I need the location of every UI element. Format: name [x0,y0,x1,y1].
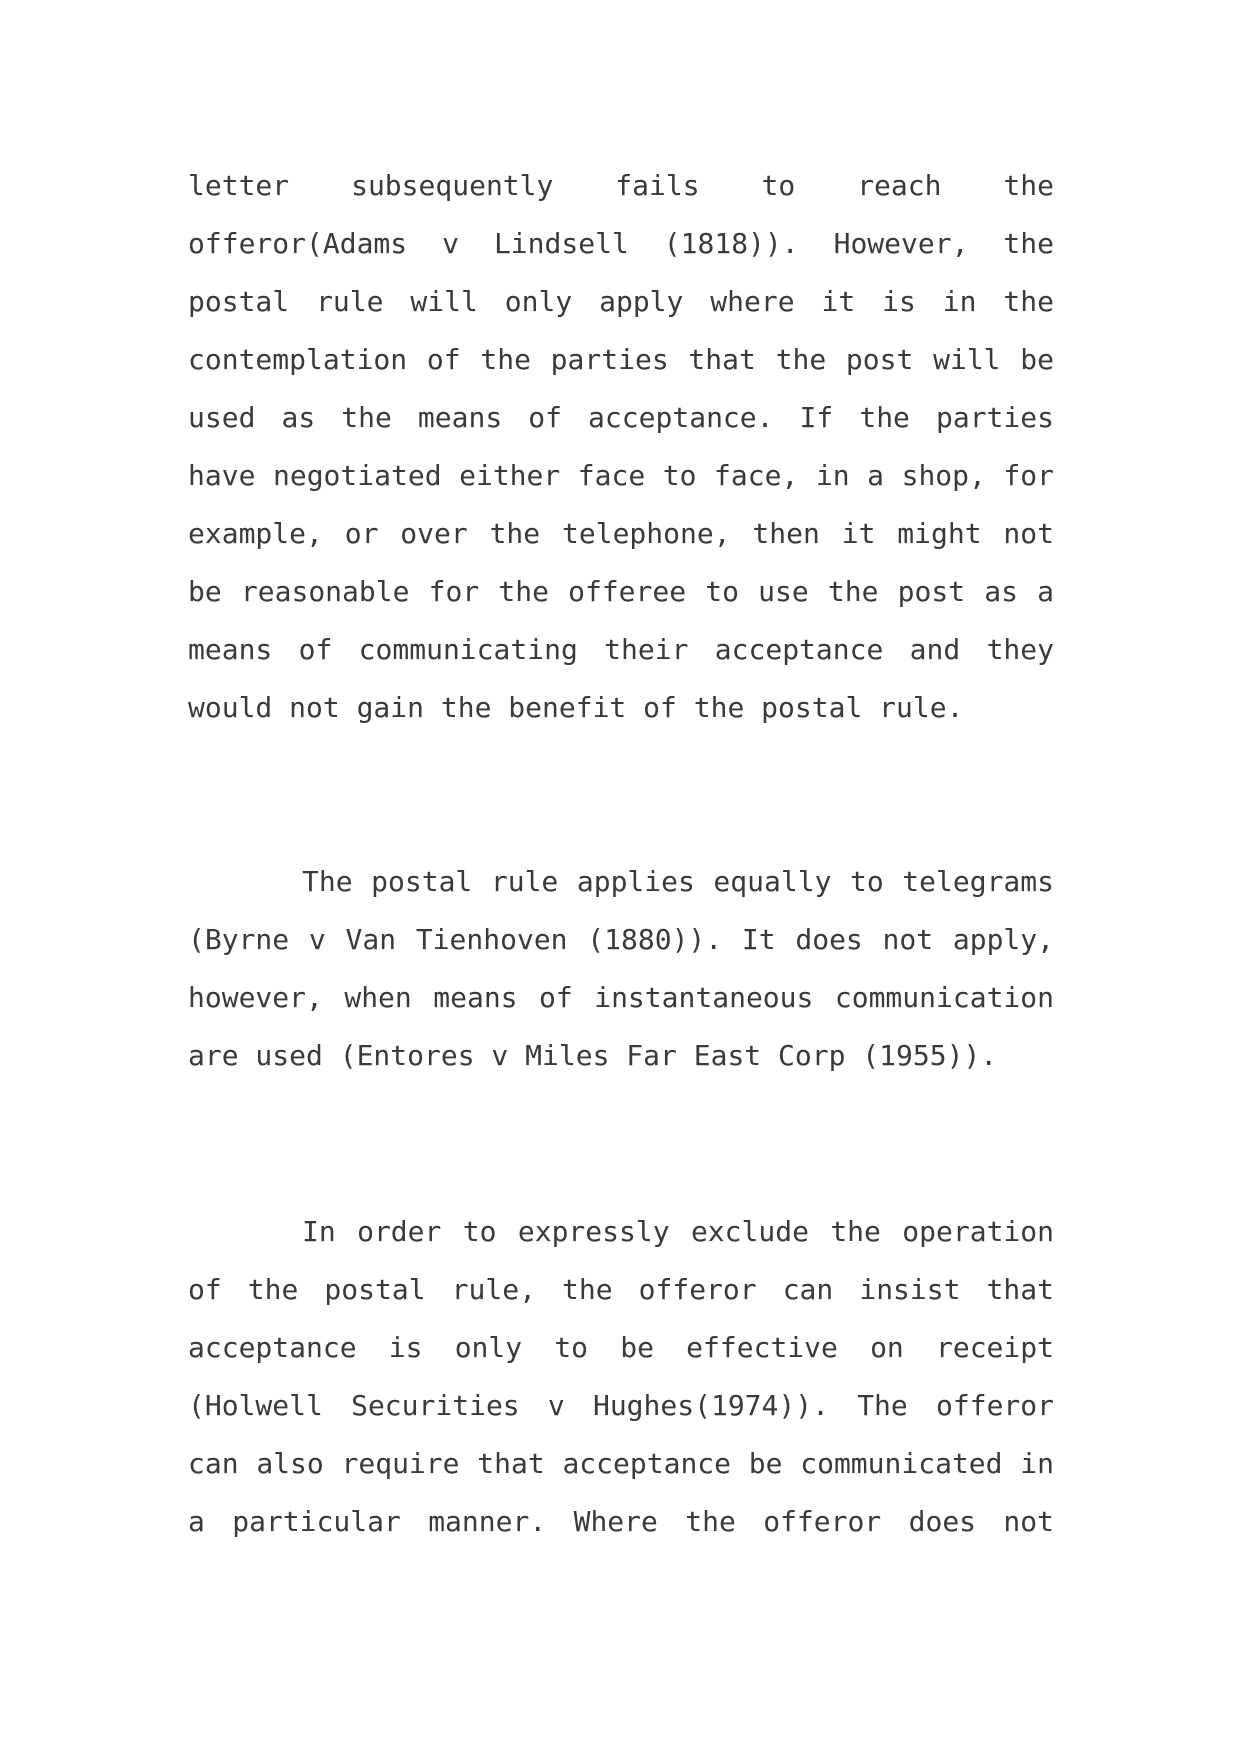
text-line: of the postal rule, the offeror can insist that [188,1273,1054,1306]
text-line: (Byrne v Van Tienhoven (1880)). It does not apply, [188,923,1054,956]
text-line: however, when means of instantaneous communication [188,981,1054,1014]
text-line: In order to expressly exclude the operation [302,1215,1054,1248]
text-line: be reasonable for the offeree to use the post as a [188,575,1054,608]
text-line: can also require that acceptance be communicated in [188,1447,1054,1480]
text-line: letter subsequently fails to reach the [188,169,1054,202]
text-line: are used (Entores v Miles Far East Corp (1955)). [188,1039,998,1072]
text-line: used as the means of acceptance. If the parties [188,401,1054,434]
text-line: offeror(Adams v Lindsell (1818)). However, the [188,227,1054,260]
text-line: The postal rule applies equally to telegrams [302,865,1054,898]
text-line: means of communicating their acceptance and they [188,633,1054,666]
text-line: acceptance is only to be effective on receipt [188,1331,1054,1364]
text-line: example, or over the telephone, then it might not [188,517,1054,550]
text-line: a particular manner. Where the offeror does not [188,1505,1054,1538]
text-line: (Holwell Securities v Hughes(1974)). The offeror [188,1389,1054,1422]
text-line: contemplation of the parties that the post will be [188,343,1054,376]
text-line: have negotiated either face to face, in a shop, for [188,459,1054,492]
text-line: postal rule will only apply where it is in the [188,285,1054,318]
text-line: would not gain the benefit of the postal rule. [188,691,964,724]
